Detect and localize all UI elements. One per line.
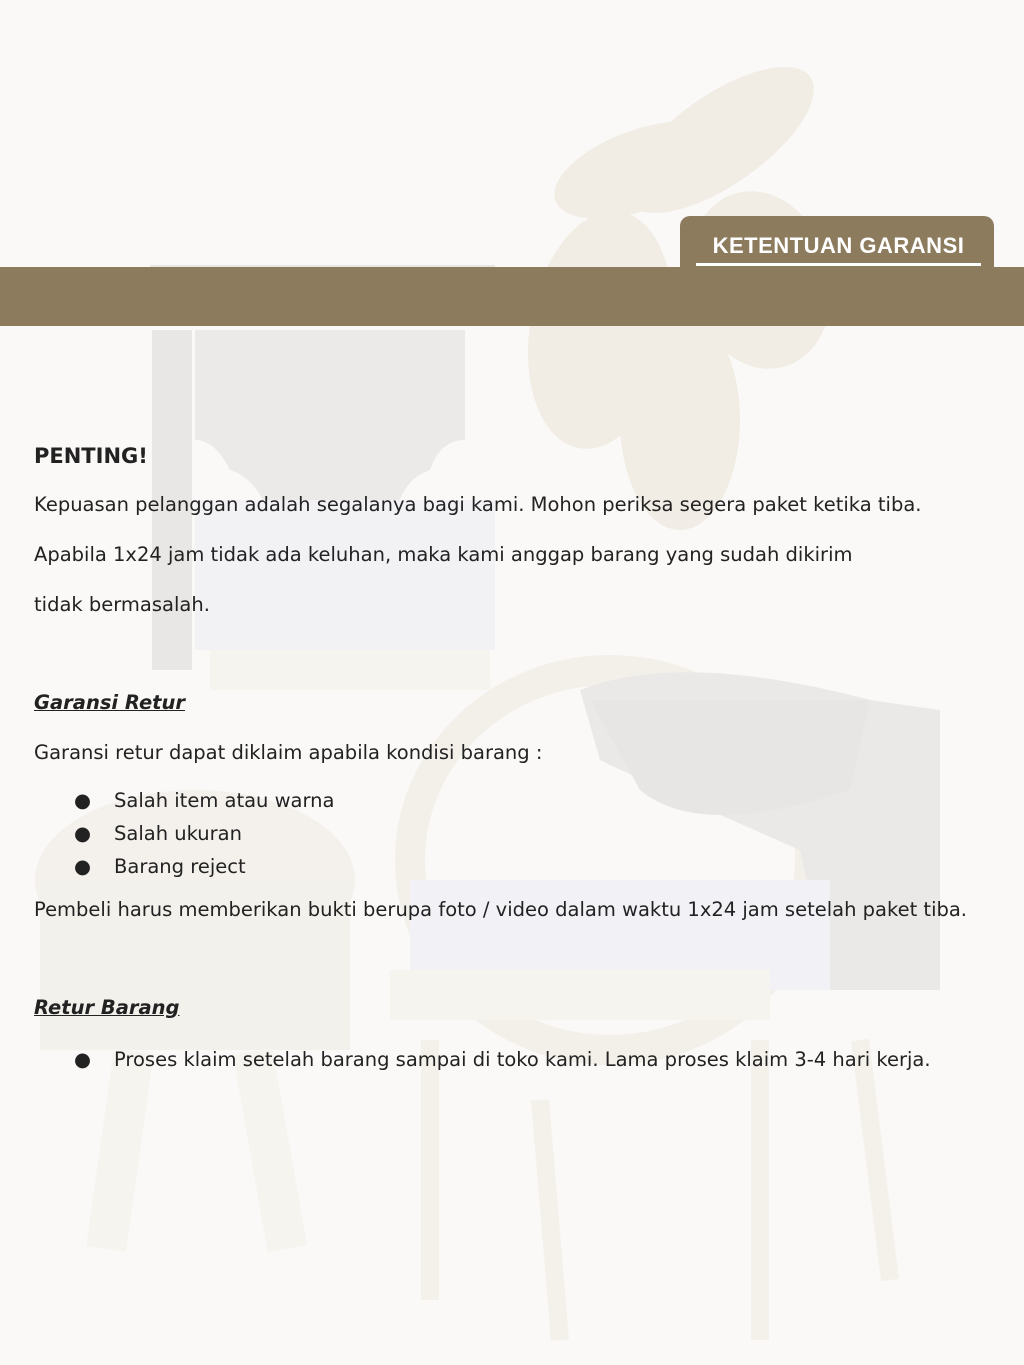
- retur-barang-title: Retur Barang: [34, 996, 180, 1019]
- list-item: ● Proses klaim setelah barang sampai di toko kami. Lama proses klaim 3-4 hari kerja.: [34, 1043, 994, 1076]
- bullet-icon: ●: [74, 855, 92, 878]
- header-banner-bar: [0, 267, 1024, 326]
- bullet-icon: ●: [74, 822, 92, 845]
- garansi-retur-note: Pembeli harus memberikan bukti berupa foto / video dalam waktu 1x24 jam setelah paket tiba.: [34, 898, 968, 921]
- list-item: ● Salah ukuran: [34, 817, 994, 850]
- intro-heading: PENTING!: [34, 444, 148, 468]
- intro-line-3: tidak bermasalah.: [34, 593, 210, 616]
- bullet-icon: ●: [74, 789, 92, 812]
- retur-barang-list: [34, 1043, 994, 1076]
- document-body: [34, 444, 994, 1088]
- list-item: ● Barang reject: [34, 850, 994, 883]
- intro-line-2: Apabila 1x24 jam tidak ada keluhan, maka kami anggap barang yang sudah dikirim: [34, 543, 853, 566]
- garansi-retur-lead: Garansi retur dapat diklaim apabila kondisi barang :: [34, 741, 543, 764]
- list-item: ● Salah item atau warna: [34, 784, 994, 817]
- garansi-retur-list: [34, 784, 994, 883]
- intro-line-1: Kepuasan pelanggan adalah segalanya bagi kami. Mohon periksa segera paket ketika tiba.: [34, 493, 922, 516]
- page-title: KETENTUAN GARANSI: [696, 230, 981, 266]
- bullet-icon: ●: [74, 1048, 92, 1071]
- garansi-retur-title: Garansi Retur: [34, 691, 185, 714]
